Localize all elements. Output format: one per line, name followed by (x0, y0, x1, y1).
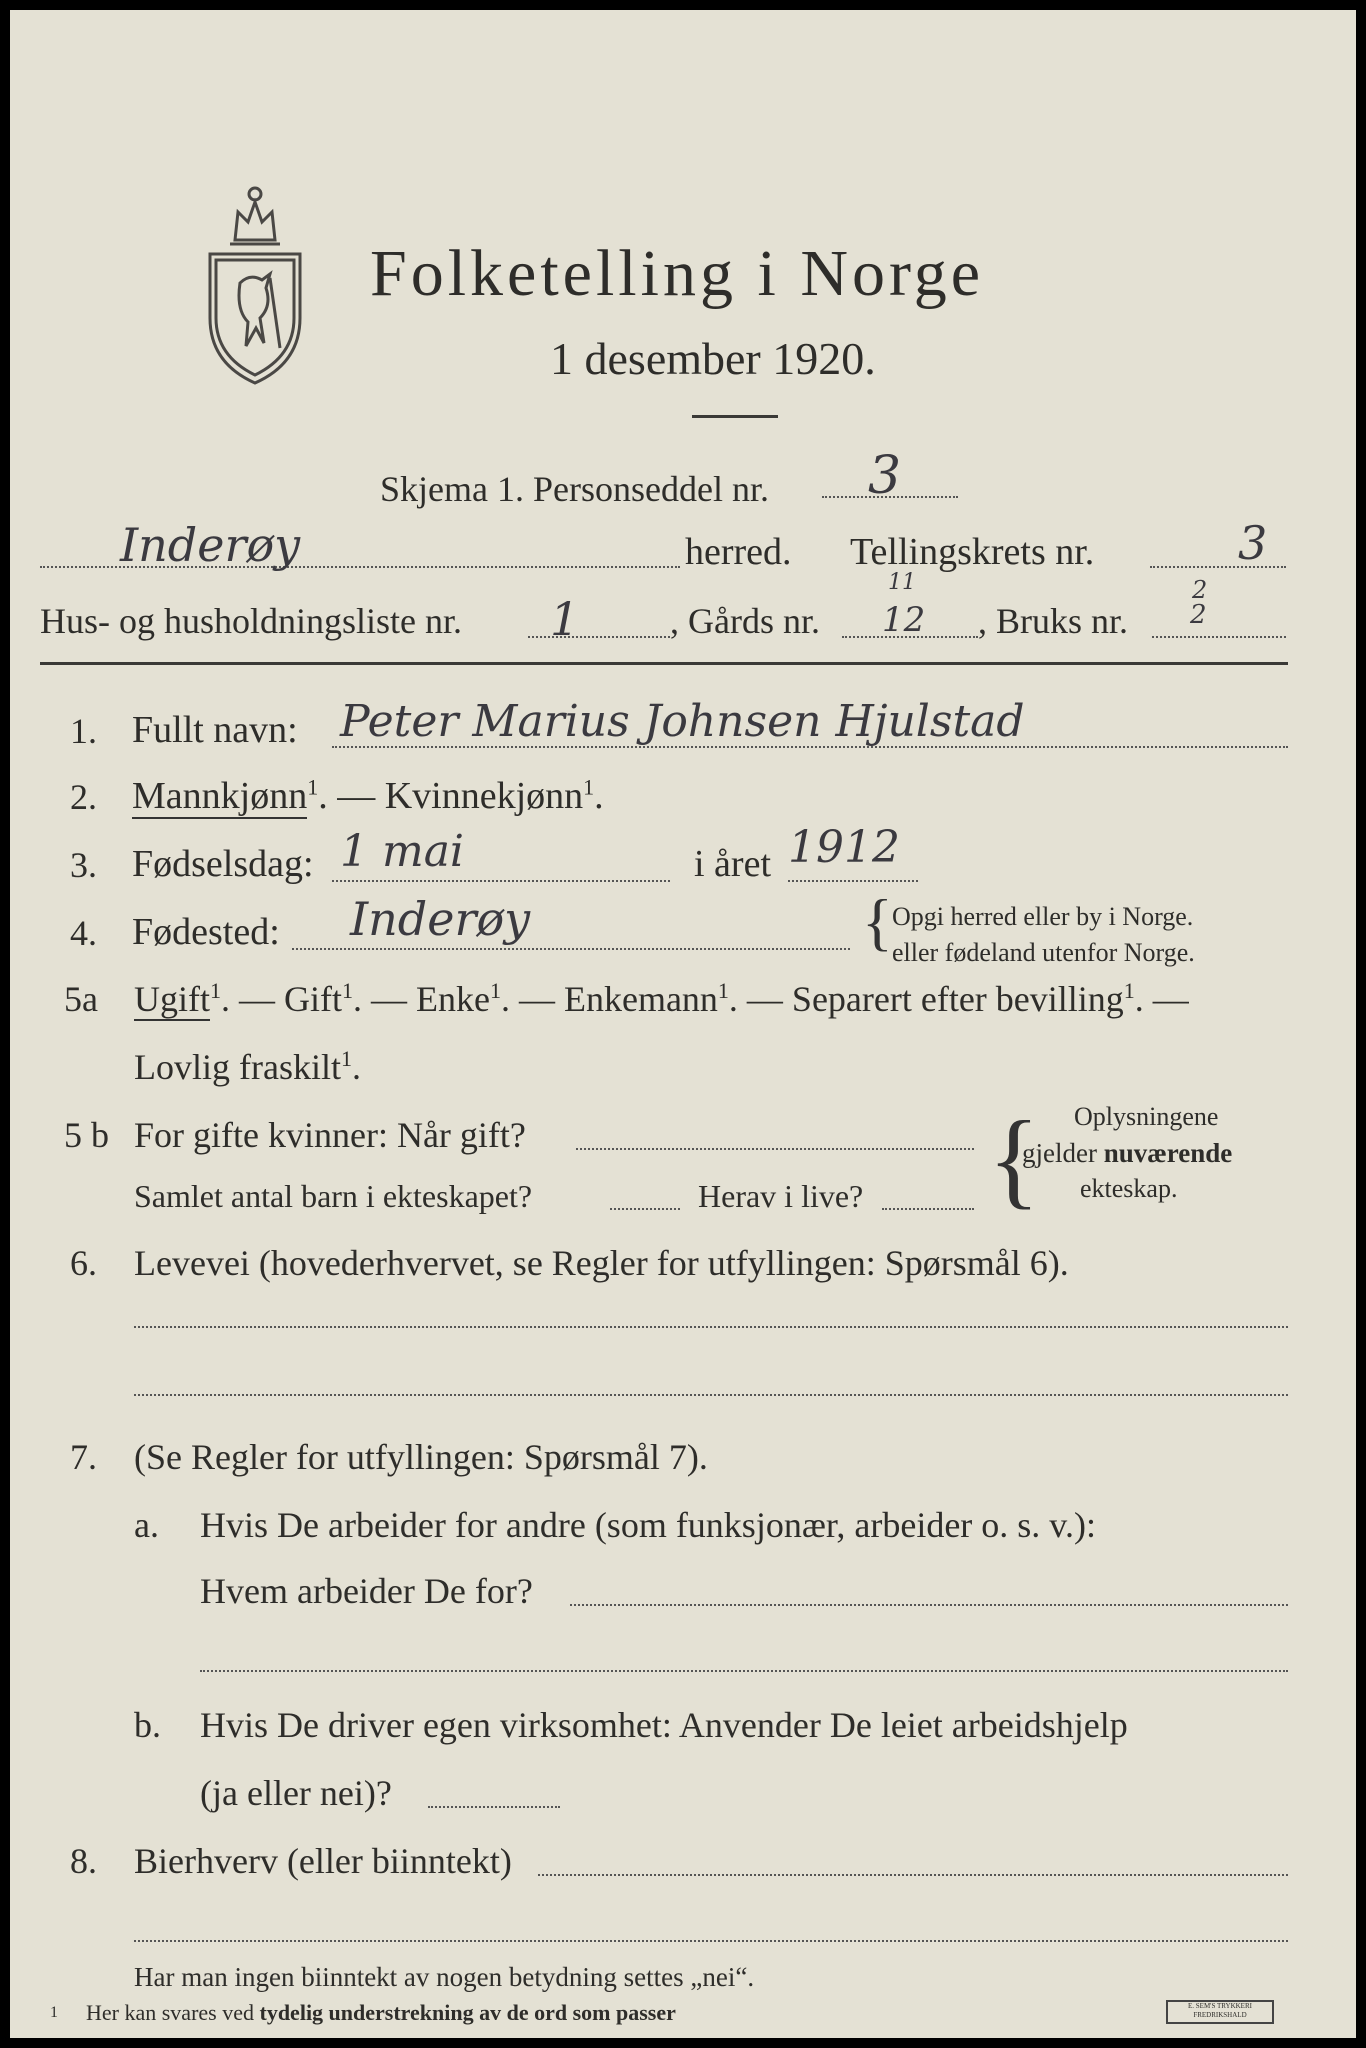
q2-male-option: Mannkjønn (132, 775, 308, 817)
norway-coat-of-arms-icon (200, 178, 310, 388)
q4-label: Fødested: (132, 911, 280, 953)
herred-label: herred. (685, 531, 792, 573)
q4-number: 4. (70, 913, 97, 953)
biinntekt-note: Har man ingen biinntekt av nogen betydning settes „nei“. (134, 1962, 755, 1992)
q5b-label: For gifte kvinner: Når gift? (134, 1115, 526, 1155)
q5b-barn-line (610, 1208, 680, 1210)
q7a-text: Hvis De arbeider for andre (som funksjonær, arbeider o. s. v.): (200, 1505, 1096, 1545)
tellingskrets-label: Tellingskrets nr. (850, 531, 1095, 573)
q2-gender: Mannkjønn$^1$. — Kvinnekjønn$^1$. (132, 774, 604, 817)
footnote-text: Her kan svares ved tydelig understrekning av de ord som passer (86, 2000, 676, 2025)
q4-brace: { (862, 886, 893, 957)
personseddel-nr-value: 3 (868, 446, 902, 506)
q5b-note-2: gjelder nuværende (1022, 1138, 1233, 1168)
q8-line-2 (134, 1940, 1288, 1942)
printer-stamp: E. SEM'S TRYKKERI FREDRIKSHALD (1166, 2000, 1274, 2024)
q6-line-1 (134, 1326, 1288, 1328)
q7a-line-2 (200, 1670, 1288, 1672)
q7-number: 7. (70, 1437, 97, 1477)
q5b-number: 5 b (64, 1115, 109, 1155)
husholdningsliste-label: Hus- og husholdningsliste nr. (40, 601, 463, 641)
bruks-nr-value: 2 (1190, 600, 1207, 630)
q7a-letter: a. (134, 1505, 159, 1545)
census-form-page (10, 10, 1356, 2038)
footnote-mark: 1 (50, 2004, 58, 2021)
q5b-barn-label: Samlet antal barn i ekteskapet? (134, 1178, 533, 1214)
form-title: Folketelling i Norge (370, 237, 985, 310)
q1-full-name-value: Peter Marius Johnsen Hjulstad (340, 696, 1025, 747)
bruks-label: , Bruks nr. (978, 601, 1129, 641)
q4-note-1: Opgi herred eller by i Norge. (892, 902, 1194, 931)
title-divider (692, 415, 778, 418)
q5a-status-options: Ugift$^1$. — Gift$^1$. — Enke$^1$. — Enkemann$^1$. — Separert efter bevilling$^1$. — (134, 978, 1189, 1019)
census-date: 1 desember 1920. (550, 333, 876, 384)
q7b-line (428, 1806, 560, 1808)
q5b-married-line (576, 1148, 974, 1150)
q6-line-2 (134, 1394, 1288, 1396)
q5b-brace: { (988, 1100, 1040, 1219)
q6-label: Levevei (hovederhvervet, se Regler for utfyllingen: Spørsmål 6). (134, 1243, 1069, 1283)
herred-value: Inderøy (120, 518, 301, 572)
bruks-note-value: 2 (1192, 576, 1208, 604)
husholdningsliste-nr-value: 1 (550, 592, 580, 646)
q5b-note-3: ekteskap. (1080, 1174, 1178, 1203)
q2-number: 2. (70, 777, 97, 817)
q7-label: (Se Regler for utfyllingen: Spørsmål 7). (134, 1437, 708, 1477)
q8-line-1 (538, 1874, 1288, 1876)
q3-label: Fødselsdag: (132, 843, 314, 885)
q4-birthplace-value: Inderøy (350, 892, 531, 946)
header-divider (40, 662, 1288, 665)
q3-date-line (332, 880, 670, 882)
q1-number: 1. (70, 711, 97, 751)
q7b-text: Hvis De driver egen virksomhet: Anvender De leiet arbeidshjelp (200, 1705, 1128, 1745)
q3-year-line (788, 880, 918, 882)
gards-label: , Gårds nr. (670, 601, 820, 641)
gards-note-value: 11 (888, 570, 916, 595)
q8-number: 8. (70, 1841, 97, 1881)
q3-birthday-value: 1 mai (340, 826, 465, 877)
q5a-number: 5a (64, 979, 98, 1019)
q7b-question: (ja eller nei)? (200, 1773, 392, 1813)
q2-female-option: Kvinnekjønn (384, 775, 584, 817)
q5a-ugift-option: Ugift (134, 979, 210, 1019)
q1-label: Fullt navn: (132, 709, 298, 751)
q5a-fraskilt-option: Lovlig fraskilt$^1$. (134, 1046, 361, 1087)
q8-label: Bierhverv (eller biinntekt) (134, 1841, 512, 1881)
q7a-question: Hvem arbeider De for? (200, 1571, 533, 1611)
q5b-note-1: Oplysningene (1074, 1102, 1219, 1131)
tellingskrets-nr-value: 3 (1238, 516, 1268, 570)
bruks-line (1152, 636, 1286, 638)
q7b-letter: b. (134, 1705, 161, 1745)
q7a-line-1 (570, 1604, 1288, 1606)
schema-label: Skjema 1. Personseddel nr. (380, 469, 769, 509)
q3-number: 3. (70, 845, 97, 885)
q5b-ilive-line (882, 1208, 974, 1210)
q3-year-label: i året (694, 843, 772, 885)
q5b-ilive-label: Herav i live? (698, 1178, 864, 1214)
q4-line (292, 948, 850, 950)
q3-year-value: 1912 (788, 822, 900, 873)
q4-note-2: eller fødeland utenfor Norge. (892, 938, 1195, 967)
q6-number: 6. (70, 1243, 97, 1283)
gards-nr-value: 12 (882, 600, 926, 640)
